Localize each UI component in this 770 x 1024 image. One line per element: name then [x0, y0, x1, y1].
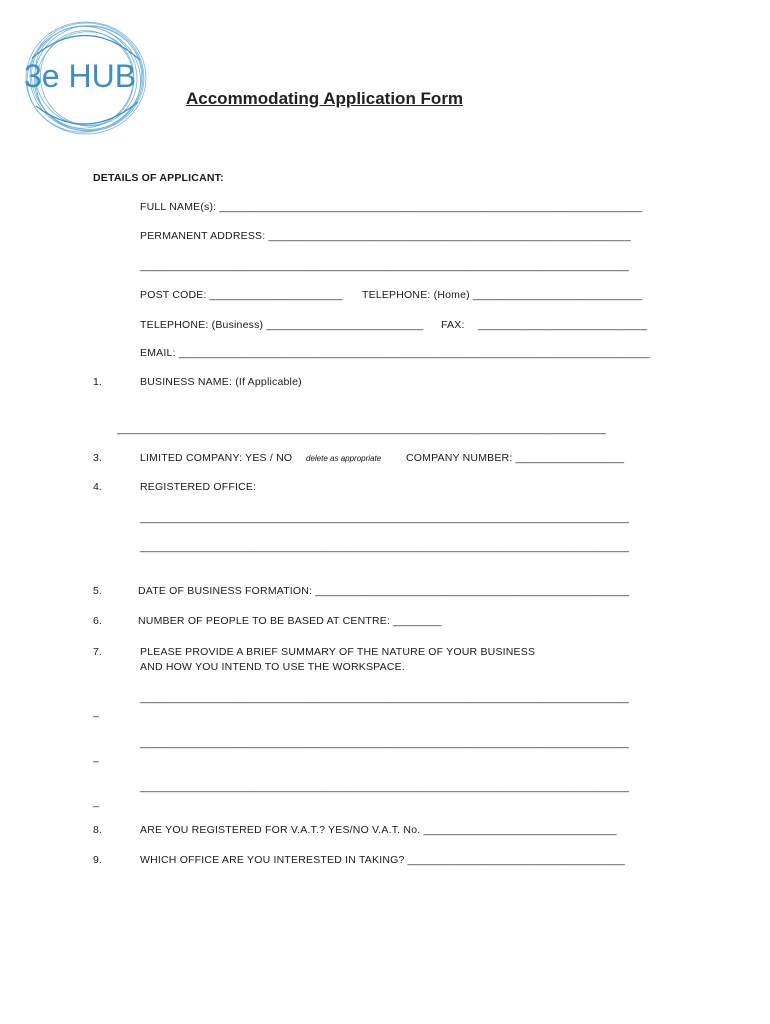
limited-company-label: LIMITED COMPANY: YES / NO	[140, 452, 293, 464]
business-name-line[interactable]: _________________________________________________________________________________	[117, 423, 607, 435]
address-line-2-field[interactable]: _________________________________________________________________________________	[140, 260, 630, 272]
business-summary-line-3[interactable]: _________________________________________________________________________________	[140, 781, 630, 793]
stray-dash: _	[93, 706, 99, 718]
registered-office-line-1[interactable]: _________________________________________________________________________________	[140, 512, 630, 524]
business-summary-label-line-1: PLEASE PROVIDE A BRIEF SUMMARY OF THE NATURE OF YOUR BUSINESS	[140, 646, 536, 658]
telephone-business-field[interactable]: TELEPHONE: (Business) __________________________	[140, 319, 424, 331]
registered-office-line-2[interactable]: _________________________________________________________________________________	[140, 541, 630, 553]
business-summary-label-line-2: AND HOW YOU INTEND TO USE THE WORKSPACE.	[140, 661, 405, 673]
item-number: 7.	[93, 646, 102, 658]
logo-text: 3e HUB	[24, 58, 137, 94]
business-name-label: BUSINESS NAME: (If Applicable)	[140, 376, 302, 388]
full-name-field[interactable]: FULL NAME(s): ______________________________________________________________________	[140, 201, 643, 213]
fax-field[interactable]: ____________________________	[478, 319, 648, 331]
registered-office-label: REGISTERED OFFICE:	[140, 481, 257, 493]
stray-dash: _	[93, 796, 99, 808]
vat-registration-field[interactable]: ARE YOU REGISTERED FOR V.A.T.? YES/NO V.A.T. No. ________________________________	[140, 824, 617, 836]
item-number: 5.	[93, 585, 102, 597]
stray-dash: _	[93, 751, 99, 763]
page-title: Accommodating Application Form	[186, 89, 464, 108]
fax-label: FAX:	[441, 319, 465, 331]
item-number: 8.	[93, 824, 102, 836]
item-number: 1.	[93, 376, 102, 388]
business-summary-line-2[interactable]: _________________________________________________________________________________	[140, 737, 630, 749]
post-code-field[interactable]: POST CODE: ______________________	[140, 289, 343, 301]
item-number: 9.	[93, 854, 102, 866]
business-formation-date-field[interactable]: DATE OF BUSINESS FORMATION: ____________________________________________________	[138, 585, 630, 597]
telephone-home-field[interactable]: TELEPHONE: (Home) ____________________________	[362, 289, 643, 301]
item-number: 3.	[93, 452, 102, 464]
office-interest-field[interactable]: WHICH OFFICE ARE YOU INTERESTED IN TAKING? ____________________________________	[140, 854, 626, 866]
item-number: 6.	[93, 615, 102, 627]
company-number-field[interactable]: COMPANY NUMBER: __________________	[406, 452, 625, 464]
logo	[22, 18, 152, 138]
permanent-address-field[interactable]: PERMANENT ADDRESS: ____________________________________________________________	[140, 230, 631, 242]
number-of-people-field[interactable]: NUMBER OF PEOPLE TO BE BASED AT CENTRE: ________	[138, 615, 442, 627]
item-number: 4.	[93, 481, 102, 493]
email-field[interactable]: EMAIL: ______________________________________________________________________________	[140, 347, 650, 359]
section-heading: DETAILS OF APPLICANT:	[93, 172, 224, 184]
delete-as-appropriate-note: delete as appropriate	[306, 454, 382, 463]
business-summary-line-1[interactable]: _________________________________________________________________________________	[140, 692, 630, 704]
